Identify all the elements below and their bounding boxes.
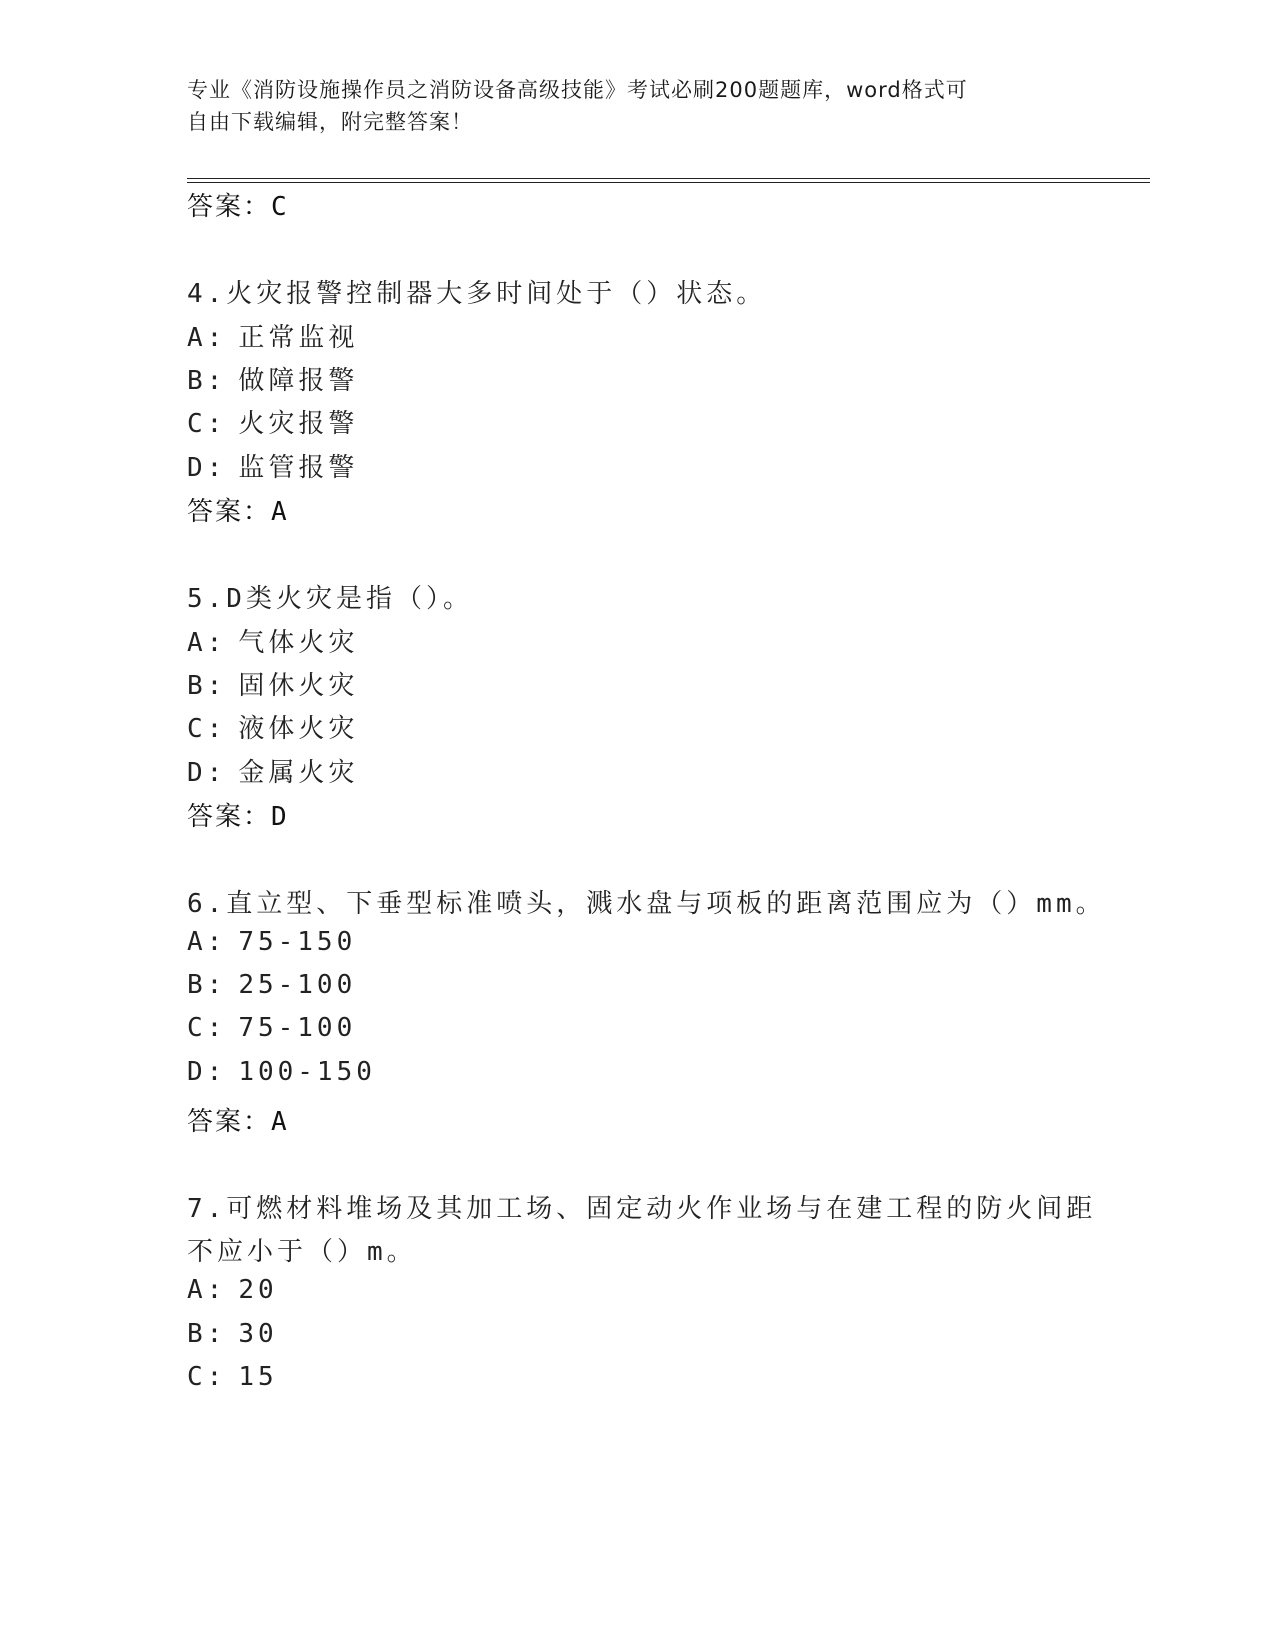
header-divider-double — [187, 182, 1150, 183]
q7-option-b — [187, 1319, 278, 1349]
question-6: 6.直立型、下垂型标准喷头，溅水盘与项板的距离范围应为（）mm。 — [187, 889, 1106, 919]
option-text: 做障报警 — [238, 366, 359, 396]
document-header — [187, 74, 1067, 138]
option-label: C: — [187, 1013, 227, 1043]
q7-option-a — [187, 1275, 278, 1305]
answer-q3 — [187, 186, 289, 223]
option-label: C: — [187, 714, 227, 744]
option-label: B: — [187, 970, 227, 1000]
option-text: 正常监视 — [238, 323, 359, 353]
option-text: 75-150 — [238, 927, 357, 957]
answer-q6 — [187, 1101, 289, 1138]
q4-option-b — [187, 360, 358, 397]
option-text: 火灾报警 — [238, 409, 359, 439]
q5-option-c — [187, 708, 358, 745]
answer-prefix: 答案： — [187, 497, 272, 527]
answer-prefix: 答案： — [187, 192, 272, 222]
option-text: 气体火灾 — [238, 628, 359, 658]
option-label: A: — [187, 323, 227, 353]
option-text: 金属火灾 — [238, 758, 359, 788]
option-text: 固休火灾 — [238, 671, 359, 701]
option-label: C: — [187, 1362, 227, 1392]
q6-option-d — [187, 1057, 376, 1087]
option-label: D: — [187, 453, 227, 483]
answer-prefix: 答案： — [187, 802, 272, 832]
header-line-2: 自由下载编辑，附完整答案！ — [187, 110, 473, 134]
option-label: A: — [187, 927, 227, 957]
option-text: 100-150 — [238, 1057, 376, 1087]
q5-option-a — [187, 622, 358, 659]
question-4: 4.火灾报警控制器大多时间处于（）状态。 — [187, 279, 767, 309]
header-divider — [187, 178, 1150, 179]
answer-q5 — [187, 796, 289, 833]
q4-option-c — [187, 403, 358, 440]
answer-q4 — [187, 491, 289, 528]
option-label: A: — [187, 1275, 227, 1305]
option-text: 液体火灾 — [238, 714, 359, 744]
answer-value: D — [271, 802, 289, 832]
option-text: 15 — [238, 1362, 278, 1392]
q5-option-b — [187, 665, 358, 702]
answer-value: A — [271, 1107, 289, 1137]
answer-prefix: 答案： — [187, 1107, 272, 1137]
option-label: B: — [187, 366, 227, 396]
option-label: D: — [187, 1057, 227, 1087]
q4-option-d — [187, 447, 358, 484]
q6-option-b — [187, 970, 356, 1000]
question-7-line-1: 7.可燃材料堆场及其加工场、固定动火作业场与在建工程的防火间距 — [187, 1194, 1097, 1224]
option-text: 75-100 — [238, 1013, 357, 1043]
option-text: 25-100 — [238, 970, 357, 1000]
q6-option-a — [187, 927, 356, 957]
option-label: C: — [187, 409, 227, 439]
q6-option-c — [187, 1013, 356, 1043]
answer-value: C — [271, 192, 289, 222]
option-label: D: — [187, 758, 227, 788]
question-7-line-2: 不应小于（）m。 — [187, 1237, 417, 1267]
option-text: 20 — [238, 1275, 278, 1305]
q4-option-a — [187, 317, 358, 354]
option-text: 30 — [238, 1319, 278, 1349]
option-label: B: — [187, 1319, 227, 1349]
question-5: 5.D类火灾是指（）。 — [187, 584, 473, 614]
answer-value: A — [271, 497, 289, 527]
option-label: A: — [187, 628, 227, 658]
q5-option-d — [187, 752, 358, 789]
q7-option-c — [187, 1362, 278, 1392]
option-text: 监管报警 — [238, 453, 359, 483]
header-line-1: 专业《消防设施操作员之消防设备高级技能》考试必刷200题题库，word格式可 — [187, 78, 968, 102]
option-label: B: — [187, 671, 227, 701]
